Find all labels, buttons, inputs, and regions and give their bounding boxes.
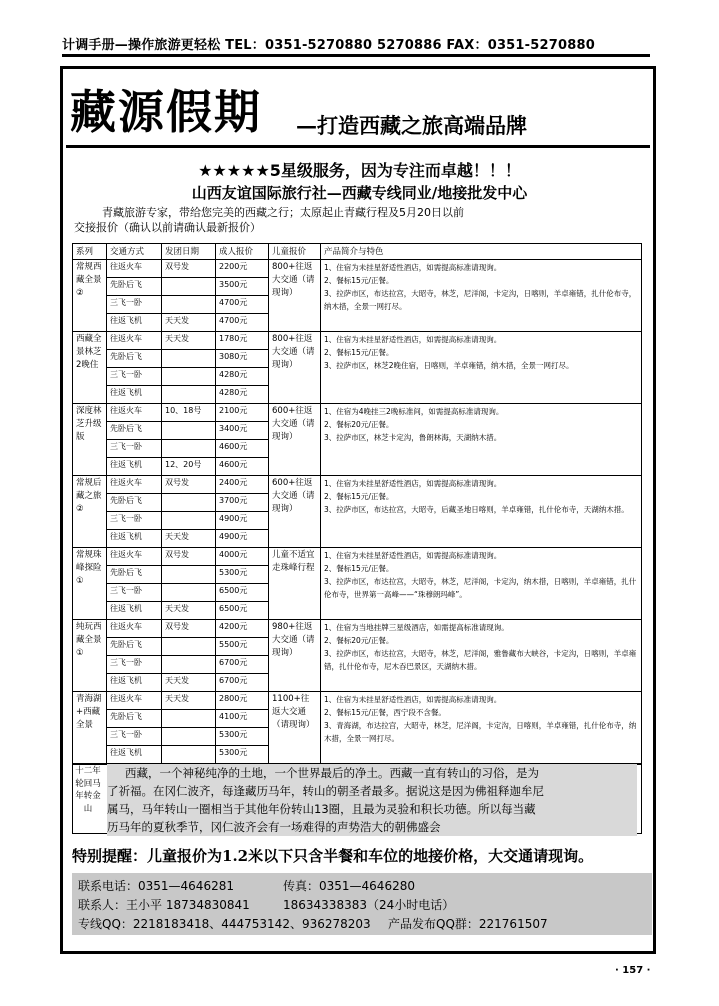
child-price-cell: 600+往返大交通（请现询） — [269, 404, 321, 476]
child-price-cell: 980+往返大交通（请现询） — [269, 620, 321, 692]
child-price-cell: 1100+往返大交通（请现询） — [269, 692, 321, 764]
description-line: 2、餐标15元/正餐。 — [324, 348, 394, 357]
series-cell: 深度林芝升级版 — [73, 404, 107, 476]
adult-price-cell: 1780元 — [216, 332, 269, 350]
date-cell: 双号发 — [162, 260, 216, 278]
transport-cell: 三飞一卧 — [107, 728, 162, 746]
table-row — [73, 404, 642, 422]
date-cell — [162, 728, 216, 746]
adult-price-cell: 4280元 — [216, 386, 269, 404]
adult-price-cell: 6700元 — [216, 656, 269, 674]
transport-cell: 先卧后飞 — [107, 422, 162, 440]
story-label: 十二年轮回马年转金山 — [75, 766, 101, 814]
description-cell — [321, 548, 642, 620]
series-cell: 常规西藏全景② — [73, 260, 107, 332]
story-box — [72, 764, 642, 834]
date-cell: 天天发 — [162, 530, 216, 548]
transport-cell: 往返飞机 — [107, 386, 162, 404]
transport-cell: 先卧后飞 — [107, 566, 162, 584]
series-cell: 青海湖+西藏全景 — [73, 692, 107, 764]
date-cell — [162, 386, 216, 404]
description-cell — [321, 476, 642, 548]
adult-price-cell: 3400元 — [216, 422, 269, 440]
adult-price-cell: 5300元 — [216, 728, 269, 746]
series-cell: 常规珠峰探险① — [73, 548, 107, 620]
transport-cell: 往返飞机 — [107, 602, 162, 620]
transport-cell: 先卧后飞 — [107, 494, 162, 512]
adult-price-cell: 5300元 — [216, 566, 269, 584]
adult-price-cell: 6500元 — [216, 602, 269, 620]
date-cell — [162, 638, 216, 656]
page-header: 计调手册—操作旅游更轻松 TEL：0351-5270880 5270886 FAX：0351-5270880 — [62, 34, 650, 57]
table-row — [73, 476, 642, 494]
table-row — [73, 620, 642, 638]
column-header: 系列 — [73, 244, 107, 260]
date-cell: 10、18号 — [162, 404, 216, 422]
description-line: 3、拉萨市区，布达拉宫，大昭寺，林芝，尼洋阁，卡定沟，日喀则，羊卓雍错，扎什伦布寺，纳木措，全景一网打尽。 — [324, 289, 637, 311]
adult-price-cell: 4900元 — [216, 530, 269, 548]
contact-fax: 传真：0351—4646280 — [283, 879, 415, 893]
description-cell — [321, 620, 642, 692]
description-line: 3、拉萨市区，林芝2晚住宿，日喀则，羊卓雍错，纳木措，全景一网打尽。 — [324, 361, 574, 370]
transport-cell: 往返火车 — [107, 476, 162, 494]
date-cell — [162, 494, 216, 512]
transport-cell: 三飞一卧 — [107, 296, 162, 314]
description-cell — [321, 404, 642, 476]
intro-line-2: 交接报价（确认以前请确认最新报价） — [74, 221, 261, 234]
contact-qq: 专线QQ：2218183418、444753142、936278203 — [78, 917, 371, 931]
headline: ★★★★★5星级服务，因为专注而卓越！！！ — [198, 161, 521, 180]
description-line: 1、住宿为当地挂牌三星级酒店，如需提高标准请现询。 — [324, 623, 509, 632]
description-line: 2、餐标15元/正餐，西宁段不含餐。 — [324, 708, 446, 717]
transport-cell: 三飞一卧 — [107, 656, 162, 674]
transport-cell: 先卧后飞 — [107, 710, 162, 728]
description-line: 1、住宿为未挂星舒适性酒店，如需提高标准请现询。 — [324, 263, 502, 272]
story-line: 属马，马年转山一圈相当于其他年份转山13圈，且最为灵验和积长功德。所以每当藏 — [107, 800, 637, 818]
story-line: 了祈福。在冈仁波齐，每逢藏历马年，转山的朝圣者最多。据说这是因为佛祖释迦牟尼 — [107, 782, 637, 800]
transport-cell: 往返飞机 — [107, 314, 162, 332]
child-price-cell: 800+往返大交通（请现询） — [269, 332, 321, 404]
adult-price-cell: 2200元 — [216, 260, 269, 278]
contact-box — [72, 873, 652, 935]
adult-price-cell: 3080元 — [216, 350, 269, 368]
transport-cell: 先卧后飞 — [107, 350, 162, 368]
adult-price-cell: 4200元 — [216, 620, 269, 638]
transport-cell: 往返火车 — [107, 548, 162, 566]
series-cell: 常规后藏之旅② — [73, 476, 107, 548]
intro-text — [74, 205, 464, 235]
transport-cell: 先卧后飞 — [107, 638, 162, 656]
transport-cell: 往返飞机 — [107, 458, 162, 476]
child-price-cell: 800+往返大交通（请现询） — [269, 260, 321, 332]
adult-price-cell: 2800元 — [216, 692, 269, 710]
description-line: 1、住宿为未挂星舒适性酒店，如需提高标准请现询。 — [324, 335, 502, 344]
child-price-cell: 儿童不适宜走珠峰行程 — [269, 548, 321, 620]
date-cell — [162, 440, 216, 458]
story-line: 历马年的夏秋季节，冈仁波齐会有一场难得的声势浩大的朝佛盛会 — [107, 818, 637, 836]
date-cell: 天天发 — [162, 674, 216, 692]
adult-price-cell: 6700元 — [216, 674, 269, 692]
description-line: 3、青海湖，布达拉宫，大昭寺，林芝，尼洋阁，卡定沟，日喀则，羊卓雍错，扎什伦布寺，纳木措，全景一网打尽。 — [324, 721, 637, 743]
table-header-row — [73, 244, 642, 260]
date-cell: 天天发 — [162, 602, 216, 620]
series-cell: 西藏全景林芝2晚住 — [73, 332, 107, 404]
adult-price-cell: 4700元 — [216, 314, 269, 332]
date-cell — [162, 368, 216, 386]
description-cell — [321, 260, 642, 332]
transport-cell: 往返火车 — [107, 332, 162, 350]
brand-title: 藏源假期 — [70, 85, 262, 139]
table-row — [73, 692, 642, 710]
date-cell: 天天发 — [162, 332, 216, 350]
description-line: 2、餐标20元/正餐。 — [324, 636, 394, 645]
adult-price-cell: 4700元 — [216, 296, 269, 314]
transport-cell: 往返火车 — [107, 620, 162, 638]
description-cell — [321, 332, 642, 404]
column-header: 成人报价 — [216, 244, 269, 260]
adult-price-cell: 5300元 — [216, 746, 269, 764]
contact-qq-group: 产品发布QQ群：221761507 — [388, 917, 548, 931]
adult-price-cell: 4900元 — [216, 512, 269, 530]
adult-price-cell: 2100元 — [216, 404, 269, 422]
description-line: 3、拉萨市区，布达拉宫，大昭寺，林芝，尼洋阁，卡定沟，纳木措，日喀则，羊卓雍错，扎什伦布寺，世界第一高峰——“珠穆朗玛峰”。 — [324, 577, 637, 599]
adult-price-cell: 4600元 — [216, 440, 269, 458]
subheadline: 山西友谊国际旅行社—西藏专线同业/地接批发中心 — [191, 184, 528, 202]
date-cell: 天天发 — [162, 314, 216, 332]
story-text — [107, 764, 637, 836]
price-table-body — [73, 260, 642, 764]
date-cell — [162, 296, 216, 314]
contact-mobile: 18634338383（24小时电话） — [283, 898, 455, 912]
column-header: 发团日期 — [162, 244, 216, 260]
date-cell: 双号发 — [162, 620, 216, 638]
date-cell: 双号发 — [162, 548, 216, 566]
special-notice: 特别提醒：儿童报价为1.2米以下只含半餐和车位的地接价格，大交通请现询。 — [72, 847, 594, 865]
date-cell: 12、20号 — [162, 458, 216, 476]
description-line: 1、住宿为4晚挂三2晚标准间，如需提高标准请现询。 — [324, 407, 504, 416]
adult-price-cell: 4000元 — [216, 548, 269, 566]
transport-cell: 先卧后飞 — [107, 278, 162, 296]
adult-price-cell: 2400元 — [216, 476, 269, 494]
column-header: 交通方式 — [107, 244, 162, 260]
adult-price-cell: 6500元 — [216, 584, 269, 602]
date-cell — [162, 656, 216, 674]
adult-price-cell: 3700元 — [216, 494, 269, 512]
transport-cell: 往返飞机 — [107, 746, 162, 764]
description-line: 2、餐标15元/正餐。 — [324, 492, 394, 501]
transport-cell: 往返火车 — [107, 692, 162, 710]
transport-cell: 往返火车 — [107, 404, 162, 422]
child-price-cell: 600+往返大交通（请现询） — [269, 476, 321, 548]
description-line: 1、住宿为未挂星舒适性酒店，如需提高标准请现询。 — [324, 695, 502, 704]
description-line: 3、拉萨市区，布达拉宫，大昭寺，林芝，尼洋阁，雅鲁藏布大峡谷，卡定沟，日喀则，羊卓雍错，扎什伦布寺，尼木吞巴景区，天湖纳木措。 — [324, 649, 637, 671]
transport-cell: 往返火车 — [107, 260, 162, 278]
description-line: 2、餐标15元/正餐。 — [324, 564, 394, 573]
description-line: 1、住宿为未挂星舒适性酒店，如需提高标准请现询。 — [324, 551, 502, 560]
column-header: 产品简介与特色 — [321, 244, 642, 260]
transport-cell: 三飞一卧 — [107, 440, 162, 458]
date-cell — [162, 350, 216, 368]
transport-cell: 往返飞机 — [107, 530, 162, 548]
contact-person: 联系人：王小平 18734830841 — [78, 898, 250, 912]
adult-price-cell: 3500元 — [216, 278, 269, 296]
adult-price-cell: 4600元 — [216, 458, 269, 476]
description-line: 3、拉萨市区，布达拉宫，大昭寺，后藏圣地日喀则，羊卓雍错，扎什伦布寺，天湖纳木措。 — [324, 505, 629, 514]
brand-slogan: —打造西藏之旅高端品牌 — [296, 113, 527, 138]
adult-price-cell: 4100元 — [216, 710, 269, 728]
date-cell — [162, 710, 216, 728]
date-cell — [162, 512, 216, 530]
table-row — [73, 332, 642, 350]
description-line: 2、餐标20元/正餐。 — [324, 420, 394, 429]
date-cell — [162, 422, 216, 440]
table-row — [73, 548, 642, 566]
divider — [66, 145, 650, 148]
description-line: 2、餐标15元/正餐。 — [324, 276, 394, 285]
date-cell — [162, 278, 216, 296]
date-cell: 天天发 — [162, 692, 216, 710]
price-table — [72, 243, 642, 764]
series-cell: 纯玩西藏全景① — [73, 620, 107, 692]
transport-cell: 往返飞机 — [107, 674, 162, 692]
date-cell — [162, 584, 216, 602]
adult-price-cell: 5500元 — [216, 638, 269, 656]
table-row — [73, 260, 642, 278]
description-line: 3、拉萨市区，林芝卡定沟，鲁朗林海，天湖纳木措。 — [324, 433, 502, 442]
contact-phone: 联系电话：0351—4646281 — [78, 879, 234, 893]
transport-cell: 三飞一卧 — [107, 584, 162, 602]
intro-line-1: 青藏旅游专家，带给您完美的西藏之行；太原起止青藏行程及5月20日以前 — [102, 206, 464, 219]
adult-price-cell: 4280元 — [216, 368, 269, 386]
description-line: 1、住宿为未挂星舒适性酒店，如需提高标准请现询。 — [324, 479, 502, 488]
page-number: · 157 · — [615, 965, 651, 976]
date-cell — [162, 746, 216, 764]
column-header: 儿童报价 — [269, 244, 321, 260]
transport-cell: 三飞一卧 — [107, 512, 162, 530]
transport-cell: 三飞一卧 — [107, 368, 162, 386]
description-cell — [321, 692, 642, 764]
date-cell — [162, 566, 216, 584]
story-line: 西藏，一个神秘纯净的土地，一个世界最后的净土。西藏一直有转山的习俗，是为 — [107, 764, 637, 782]
date-cell: 双号发 — [162, 476, 216, 494]
